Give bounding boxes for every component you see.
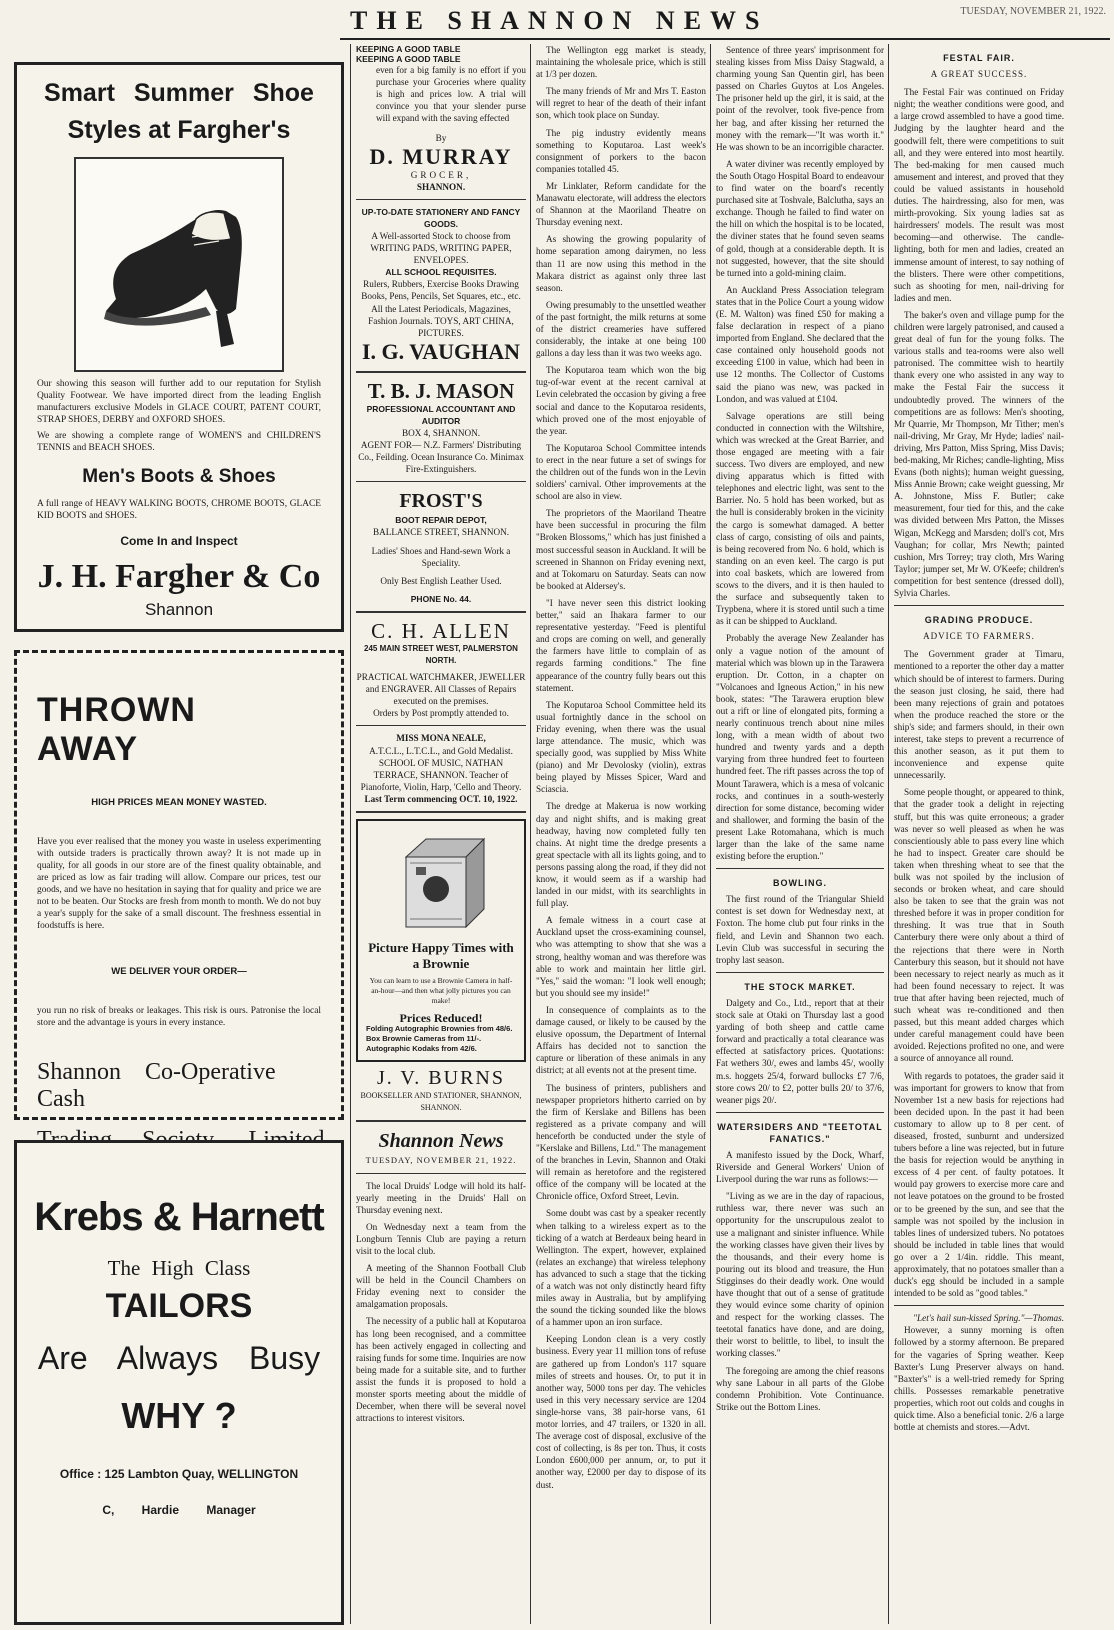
school-heading: ALL SCHOOL REQUISITES.	[385, 267, 497, 278]
watersiders-para-1: A manifesto issued by the Dock, Wharf, Riverside and General Workers' Union of Liverpool during the war runs as follows:—	[716, 1149, 884, 1185]
brownie-camera-icon	[366, 827, 516, 937]
krebs-manager: C, Hardie Manager	[102, 1503, 256, 1517]
allen-name: C. H. ALLEN	[371, 618, 511, 643]
fargher-body-3: A full range of HEAVY WALKING BOOTS, CHROME BOOTS, GLACE KID BOOTS and SHOES.	[37, 499, 321, 521]
stock-market-article: Dalgety and Co., Ltd., report that at their stock sale at Otaki on Thursday last a good yarding of both sheep and cattle came forward and practically a total clearance was effected at satisfactory prices. Quotations: Fat wethers 30/, ewes and lambs 45/, woolly m.s. hoggets 25/4, forward bullocks £7 7/6, store cows 20/ to £2, potter bulls 20/ to 37/6, weaner pigs 20/.	[716, 997, 884, 1105]
brownie-body: You can learn to use a Brownie Camera in half-an-hour—and then what jolly pictures you can make!	[369, 976, 513, 1006]
dateline: TUESDAY, NOVEMBER 21, 1922.	[960, 6, 1106, 17]
paper-nameplate: Shannon News	[378, 1130, 504, 1153]
vaughan-name: I. G. VAUGHAN	[361, 338, 521, 364]
thrown-away-headline: THROWN AWAY	[37, 691, 196, 768]
news-paragraph: "I have never seen this district looking better," said an Ihakara farmer to our representative yesterday. "Feed is plentiful and crops are coming on well, and generally the farmers have little to complain of as regards farming conditions." The fine appearance of the country fully bears out this statement.	[536, 597, 706, 693]
krebs-tailors: TAILORS	[105, 1287, 253, 1325]
neale-name: MISS MONA NEALE,	[396, 733, 486, 744]
co-op-name-line-1: Shannon Co-Operative Cash	[37, 1059, 276, 1112]
news-paragraph: The Koputaroa School Committee intends to erect in the near future a set of swings for the children out of the funds won in the Levin soldiers' carnival. Other improvements at the school are also in view.	[536, 442, 706, 502]
news-paragraph: The pig industry evidently means something to Koputaroa. Last week's consignment of porkers to the bacon companies totalled 45.	[536, 127, 706, 174]
krebs-office: Office : 125 Lambton Quay, WELLINGTON	[59, 1467, 299, 1481]
thrown-body-1: Have you ever realised that the money you waste in useless experimenting with outside traders is practically thrown away? It is not made up in quality, for all goods in our store are of the finest quality obtainable, and are priced as low as fair trading will allow. Compare our prices, test our goods, and we have no hesitation in saying that for quality and price we are not to be beaten. Our Stocks are fresh from month to month. We do not buy a year's supply for the sake of a small discount. The freshness essential in foodstuffs is here.	[37, 837, 321, 931]
fargher-inspect: Come In and Inspect	[120, 534, 238, 548]
bowling-article: The first round of the Triangular Shield contest is set down for Wednesday next, at Foxton. The home club put four rinks in the field, and Levin and Shannon two each. Levin Club was successful in securing the trophy last season.	[716, 894, 884, 965]
thrown-body-2: you run no risk of breaks or leakages. This risk is ours. Patronise the local store and the advantage is yours in every instance.	[37, 1006, 321, 1028]
fargher-headline-1: Smart Summer Shoe	[44, 79, 314, 107]
stationery-heading: UP-TO-DATE STATIONERY AND FANCY GOODS.	[361, 206, 521, 229]
co-op-advertisement	[14, 650, 344, 1120]
fargher-town: Shannon	[144, 600, 214, 619]
good-table-heading-1: KEEPING A GOOD TABLE	[356, 44, 461, 54]
column-4	[716, 44, 884, 1624]
news-paragraph: The Koputaroa School Committee held its usual fortnightly dance in the school on Friday evening, when there was the usual large attendance. The music, which was specially good, was supplied by Miss White (piano) and Mr Devolosky (violin), extras being played by Misses Spicer, Ward and Sciascia.	[536, 699, 706, 795]
news-paragraph: Some doubt was cast by a speaker recently when talking to a wireless expert as to the ticking of a watch at Berdeaux being heard in Wellington. The expert, however, explained (relates an exchange) that wireless telephony has advanced to such a stage that the ticking of a watch was not only distinctly heard fifty miles away in Australia, but by amplifying the sound the ticking sounded like the blows of a hammer upon an iron surface.	[536, 1208, 706, 1328]
mason-box: BOX 4, SHANNON.	[401, 427, 481, 438]
krebs-why: WHY ?	[121, 1395, 237, 1436]
shoe-icon	[76, 159, 282, 370]
stationery-body: A Well-assorted Stock to choose from WRITING PADS, WRITING PAPER, ENVELOPES.	[370, 230, 512, 266]
fargher-advertisement	[14, 62, 344, 632]
watersiders-para-3: The foregoing are among the chief reasons why sane Labour in all parts of the Globe condemn Prohibition. Vote Continuance. Strike out the Bottom Lines.	[716, 1365, 884, 1412]
grading-para-1: The Government grader at Timaru, mentioned to a reporter the other day a matter which should be of interest to farmers. During the season just closing, he said, there had been many rejections of grain and potatoes when the produce reached the store or the ship's side; and farmers should, in their own interest, take steps to prevent a recurrence of this another season, as it put them to inconvenience and expense quite unnecessarily.	[894, 649, 1064, 781]
burns-body: BOOKSELLER AND STATIONER, SHANNON, SHANNON.	[360, 1091, 522, 1113]
news-paragraph: Probably the average New Zealander has only a vague notion of the amount of material which was blown up in the Tarawera eruption. Dr. Cotton, in a chapter on "Volcanoes and Igneous Action," in his new book, states: "The Tarawera eruption blew out a rift or line of elongated pits, forming a nearly continuous trench about nine miles long, with a mean width of about two hundred and twenty yards and a depth varying from three hundred feet to fourteen hundred feet. The rift passes across the top of Mount Tarawera, which is a mesa of volcanic rocks, and continues in a south-westerly direction for some distance, becoming wider and shallower, and forming the basin of the present Lake Rotomahana, which is much larger than the lake of the same name existing before the eruption."	[716, 633, 884, 862]
allen-post: Orders by Post promptly attended to.	[373, 708, 509, 719]
news-paragraph: The many friends of Mr and Mrs T. Easton will regret to hear of the death of their infant son, which took place on Sunday.	[536, 86, 706, 121]
grading-subheading: ADVICE TO FARMERS.	[923, 631, 1035, 642]
murray-town: SHANNON.	[416, 181, 466, 192]
column-5	[894, 44, 1064, 1624]
grading-para-3: With regards to potatoes, the grader said it was important for growers to know that from November 1st a new basis for rejections had been decided upon. In the past it had been customary to allow up to 8 per cent. of diseased, frosted, sunburnt and undersized tubers before a line was rejected, but in future the basis for rejection would be anything in excess of 4 per cent. of faulty potatoes. It would pay growers to exercise more care and not leave potatoes on the ground to be frosted or to be greened by the sun, and see that the sample was not spoiled by the inclusion in tables lines of undersized tubers. No potatoes should be included in table lines that would go over a 2 1/4in. riddle. This meant, approximately, that no potatoes smaller than a duck's egg should be included in a sample intended to be sold as "good tables."	[894, 1070, 1064, 1299]
shoe-illustration	[74, 157, 284, 372]
frost-phone: PHONE No. 44.	[410, 593, 472, 604]
festal-fair-subheading: A GREAT SUCCESS.	[930, 69, 1028, 80]
baxters-advert-text: However, a sunny morning is often followed by a stormy afternoon. Be prepared for the vagaries of Spring weather. Keep Baxter's Lung Preserver always on hand. "Baxter's" is a well-tried remedy for Spring chills. Possesses remarkable penetrative properties, which root out colds and coughs in quick time. Also a beneficial tonic. 2/6 a large bottle at chemists and stores.—Advt.	[894, 1325, 1064, 1433]
murray-by: By	[435, 133, 447, 144]
allen-body: PRACTICAL WATCHMAKER, JEWELLER and ENGRAVER. All Classes of Repairs executed on the premises.	[356, 672, 526, 707]
news-paragraph: In consequence of complaints as to the damage caused, or likely to be caused by the elusive opossum, the Department of Internal Affairs has decided not to sanction the capture or liberation of these animals in any district; at all events not at the present time.	[536, 1004, 706, 1076]
grading-heading: GRADING PRODUCE.	[924, 615, 1034, 626]
frost-sub: BOOT REPAIR DEPOT,	[395, 515, 487, 526]
news-tennis: On Wednesday next a team from the Longburn Tennis Club are paying a return visit to the local club.	[356, 1221, 526, 1256]
watersiders-para-2: "Living as we are in the day of rapacious, ruthless war, there never was such an opportunity for the unscrupulous zealot to use a malignant and sinister influence. While the working classes have given their lives by the thousands, and their every home is pouring out its blood and treasure, the Hun Stigginses do their deadly work. One would have thought that out of a sense of gratitude they would evince some charity of opinion and respect for the working classes. The teetotal fanatics have done, and are doing, their worst to belittle, to libel, to insult the working classes."	[716, 1191, 884, 1359]
mason-agent: AGENT FOR— N.Z. Farmers' Distributing Co., Feilding. Ocean Insurance Co. Minimax Fire-Extinguishers.	[358, 440, 524, 475]
brownie-line-3: Autographic Kodaks from 42/6.	[366, 1044, 477, 1054]
news-paragraph: The proprietors of the Maoriland Theatre have been successful in procuring the film "Broken Blossoms," which has just finished a most successful season in Auckland. It will be screened in Shannon on Friday evening next, and at Tokomaru on Saturday. Seats can now be booked at Aldersey's.	[536, 508, 706, 591]
krebs-line-3: Are Always Busy	[37, 1340, 321, 1376]
brownie-headline: Picture Happy Times with a Brownie	[368, 940, 514, 972]
frost-body: Ladies' Shoes and Hand-sewn Work a Speciality.	[371, 545, 511, 568]
frost-name: FROST'S	[399, 490, 483, 513]
news-paragraph: The business of printers, publishers and newspaper proprietors hitherto carried on by the firm of Kerslake and Billens has been registered as a private company and will henceforth be conducted under the style of "Kerslake and Billens, Ltd." The management of the branches in Levin, Shannon and Otaki will remain as heretofore and the registered office of the company will be located at the Chronicle office, Oxford Street, Levin.	[536, 1082, 706, 1202]
fargher-firm-name: J. H. Fargher & Co	[37, 558, 321, 595]
mason-title: PROFESSIONAL ACCOUNTANT AND AUDITOR	[366, 403, 516, 426]
allen-address: 245 MAIN STREET WEST, PALMERSTON NORTH.	[364, 643, 518, 665]
news-paragraph: Sentence of three years' imprisonment for stealing kisses from Miss Daisy Stagwald, a charming young San Quentin girl, has been passed on Charles Guytos at Los Angeles. The prisoner held up the girl, it is said, at the point of the revolver, took five-pence from her bag, and after kissing her returned the money with the remark—"It was worth it." He was shown to be an incorrigible character.	[716, 45, 884, 152]
krebs-harnett-advertisement	[14, 1140, 344, 1625]
column-rule	[888, 44, 889, 1624]
festal-fair-para-1: The Festal Fair was continued on Friday night; the weather conditions were good, and a large crowd assembled to have a good time. Judging by the laughter heard and the goodwill felt, there were competitions to suit all, and they were entered into most heartily. The bed-making for men caused much amusement and interest, and proved that they could be valued assistants in household duties. The hairdressing, also for men, was mirth-provoking. Six young ladies sat as hairdressers' models. The result was most becoming—and otherwise. The candle-lighting, both for men and ladies, created an immense amount of interest, to say nothing of the blisters. There were other competitions, such as shooting for men, nail-driving for ladies and men.	[894, 87, 1064, 303]
frost-address: BALLANCE STREET, SHANNON.	[372, 527, 510, 538]
brownie-advertisement	[356, 819, 526, 1062]
deliver-heading: WE DELIVER YOUR ORDER—	[111, 966, 247, 977]
brownie-line-1: Folding Autographic Brownies from 48/6.	[366, 1024, 513, 1034]
good-table-heading-2: KEEPING A GOOD TABLE	[356, 54, 461, 64]
news-public-hall: The necessity of a public hall at Koputaroa has long been recognised, and a committee has been actively engaged in collecting and raising funds for some time. Inquiries are now being made for a suitable site, and to further assist the funds it is proposed to hold a monster sports meeting about the middle of December, when there will be several novel attractions to interest visitors.	[356, 1316, 526, 1424]
spring-quote: "Let's hail sun-kissed Spring."—Thomas.	[913, 1313, 1064, 1324]
krebs-firm-name: Krebs & Harnett	[34, 1195, 324, 1239]
news-paragraph: As showing the growing popularity of home separation among dairymen, no less than 11 are now using this method in the Makara district as against only three last season.	[536, 234, 706, 293]
neale-term: Last Term commencing OCT. 10, 1922.	[364, 793, 518, 804]
news-paragraph: Salvage operations are still being conducted in connection with the Wiltshire, which was wrecked at the Great Barrier, and those engaged are meeting with a fair success. Two divers are employed, and new diving apparatus which is fitted with telephones and electric light, was sent to the Barrier. No. 5 hold has been worked, but as the hull is considerably broken in the vicinity the cargo is somewhat damaged. A better class of cargo, consisting of oils and paints, is being recovered from No. 6 hold, which is standing on an even keel. The cargo is put into coal baskets, which are lowered from scows to the divers, and it is then hauled to the surface and subsequently taken to Trypbena, where it is stored until such a time as it can be shipped to Auckland.	[716, 410, 884, 627]
festal-fair-para-2: The baker's oven and village pump for the children were largely patronised, and caused a great deal of fun for the young folks. The various stalls and tea-rooms were also well patronised. The committee wish to heartily thank every one who assisted in any way to make the Festal Fair the success it undoubtedly proved. The winners of the competitions are as follows: Men's shooting, Mr Quarrie, Mr Thompson, Mr Tither; men's nail-driving, Mr Gray, Mr Hyde; ladies' nail-driving, Mrs Patton, Miss Spring, Miss Davis; bed-making, Mr Riches; candle-lighting, Miss Evans (both nights); human weight guessing, Miss Annie Brown; cake weight guessing, Mr A. Johnstone, Miss F. Butler; cake measurement, four tied for this, and the cake was divided between Mrs Patton, the Misses Wigan, McKegg and Marsden; doll's cot, Mrs Vaughan; for collar, Mrs Newth; painted cushion, Mrs Torrey; tray cloth, Mrs Waring Taylor; jumper set, Mr W. O'Keefe; children's competition for best sentence (dressed doll), Sylvia Charles.	[894, 309, 1064, 599]
stock-market-heading: THE STOCK MARKET.	[744, 981, 856, 992]
brownie-line-2: Box Brownie Cameras from 11/-.	[366, 1034, 482, 1044]
column-2	[356, 44, 526, 1624]
fargher-body-2: We are showing a complete range of WOMEN'S and CHILDREN'S TENNIS and BEACH SHOES.	[37, 431, 321, 453]
school-body: Rulers, Rubbers, Exercise Books Drawing Books, Pens, Pencils, Set Squares, etc., etc. All the Latest Periodicals, Magazines, Fashion Journals. TOYS, ART CHINA, PICTURES.	[361, 279, 521, 338]
good-table-body: even for a big family is no effort if you purchase your Groceries where quality is high and prices low. A trial will convince you that your slender purse will expand with the saving effected	[376, 65, 526, 124]
news-paragraph: A female witness in a court case at Auckland upset the cross-examining counsel, who was attempting to show that she was a strong, healthy woman and was therefore was able to work and maintain her little girl. "Yes," said the woman: "I look well enough; but you should see my inside!"	[536, 915, 706, 998]
news-paragraph: The dredge at Makerua is now working day and night shifts, and is making great headway, having now completed fully ten chains. At night time the dredge presents a great spectacle with all its lights going, and to persons passing along the road, if they did not know, it would seem as if a warship had landed in our midst, with its searchlights in full play.	[536, 801, 706, 909]
paper-date: TUESDAY, NOVEMBER 21, 1922.	[365, 1155, 517, 1166]
masthead	[340, 4, 1110, 40]
news-paragraph: An Auckland Press Association telegram states that in the Police Court a young widow (E. M. Walton) was fined £50 for making a false declaration in respect of a piano imported from England. She declared that the case contained only household goods not exceeding £100 in value, which had been in use 12 months. The Collector of Customs said the piano was new, was packed in London, and was valued at £104.	[716, 284, 884, 404]
news-paragraph: Owing presumably to the unsettled weather of the past fortnight, the milk returns at some of the district creameries have suffered considerably, the intake at one being 100 gallons a day less than it was two weeks ago.	[536, 299, 706, 359]
news-paragraph: The Koputaroa team which won the big tug-of-war event at the recent carnival at Levin celebrated the occasion by giving a free social and dance to the Koputaroa residents, which proved one of the most enjoyable of the year.	[536, 365, 706, 436]
watersiders-heading: WATERSIDERS AND "TEETOTAL FANATICS."	[717, 1121, 883, 1144]
column-rule	[710, 44, 711, 1624]
bowling-heading: BOWLING.	[773, 878, 827, 889]
mason-name: T. B. J. MASON	[367, 378, 515, 403]
murray-grocer: GROCER,	[410, 169, 472, 180]
column-rule	[350, 44, 351, 1624]
neale-body: A.T.C.L., L.T.C.L., and Gold Medalist. SCHOOL OF MUSIC, NATHAN TERRACE, SHANNON. Teacher of Pianoforte, Violin, Harp, 'Cello and Theory.	[360, 745, 522, 792]
brownie-prices: Prices Reduced!	[399, 1011, 483, 1026]
column-rule	[530, 44, 531, 1624]
murray-name: D. MURRAY	[369, 143, 513, 169]
fargher-body-1: Our showing this season will further add to our reputation for Stylish Quality Footwear. We have imported direct from the leading English manufacturers exclusive Models in GLACE COURT, PATENT COURT, STRAP SHOES, DERBY and OXFORD SHOES.	[37, 379, 321, 425]
burns-name: J. V. BURNS	[377, 1067, 505, 1090]
newspaper-title: THE SHANNON NEWS	[350, 6, 769, 35]
news-paragraph: A water diviner was recently employed by the South Otago Hospital Board to endeavour to find water on the board's recently purchased site at Toshvale, Balclutha, says an exchange. Though he failed to find water on the hill on which the hospital is to be located, the diviner states that he found seven seams of gold, though at a considerable depth. It is not suggested, however, that the site should be turned into a gold-mining claim.	[716, 158, 884, 278]
news-football: A meeting of the Shannon Football Club will be held in the Council Chambers on Friday evening next to consider the amalgamation proposals.	[356, 1263, 526, 1310]
festal-fair-heading: FESTAL FAIR.	[943, 53, 1015, 63]
column-3	[536, 44, 706, 1624]
fargher-headline-2: Styles at Fargher's	[67, 116, 291, 144]
news-paragraph: Mr Linklater, Reform candidate for the Manawatu electorate, will address the electors of Shannon at the Maoriland Theatre on Thursday evening next.	[536, 180, 706, 228]
fargher-mens-heading: Men's Boots & Shoes	[82, 466, 276, 487]
frost-leather: Only Best English Leather Used.	[380, 575, 502, 586]
news-paragraph: The Wellington egg market is steady, maintaining the wholesale price, which is still at 1/3 per dozen.	[536, 45, 706, 80]
news-druids: The local Druids' Lodge will hold its half-yearly meeting in the Druids' Hall on Thursday evening next.	[356, 1180, 526, 1215]
grading-para-2: Some people thought, or appeared to think, that the grader took a delight in rejecting stuff, but this was quite erroneous; a grader was never so well pleased as when he was conscientiously able to pass every line which he had to inspect. Greater care should be taken when threshing wheat to see that the bulk was not spoiled by the inclusion of seconds or broken wheat, and care should also be taken to see that the grain was not threshed before it was in proper condition for threshing. It was true that in South Canterbury there were only about a third of the rejections that there were in North Canterbury this season, but it should not have been necessary to reject nearly as much as it had been found necessary to reject. It was true that after having been rejected, much of such wheat was re-conditioned and then passed, but this meant added charges which under careful management could have been avoided. Rejections profited no one, and were a source of annoyance all round.	[894, 787, 1064, 1064]
krebs-line-1: The High Class	[107, 1256, 251, 1280]
news-paragraph: Keeping London clean is a very costly business. Every year 11 million tons of refuse are gathered up from London's 117 square miles of streets and houses. Or, to put it in another way, 5000 tons per day. The vehicles used in this very necessary service are 1204 single-horse vans, 38 pair-horse vans, 61 motor lorries, and 47 trailers, or 1320 in all. The average cost of disposal, exclusive of the cost of collecting, is 8s per ton. Thus, it costs London £600,000 per annum, or, to put it another way, £2000 per day to dispose of its dust.	[536, 1334, 706, 1490]
thrown-sub-heading: HIGH PRICES MEAN MONEY WASTED.	[91, 797, 267, 808]
